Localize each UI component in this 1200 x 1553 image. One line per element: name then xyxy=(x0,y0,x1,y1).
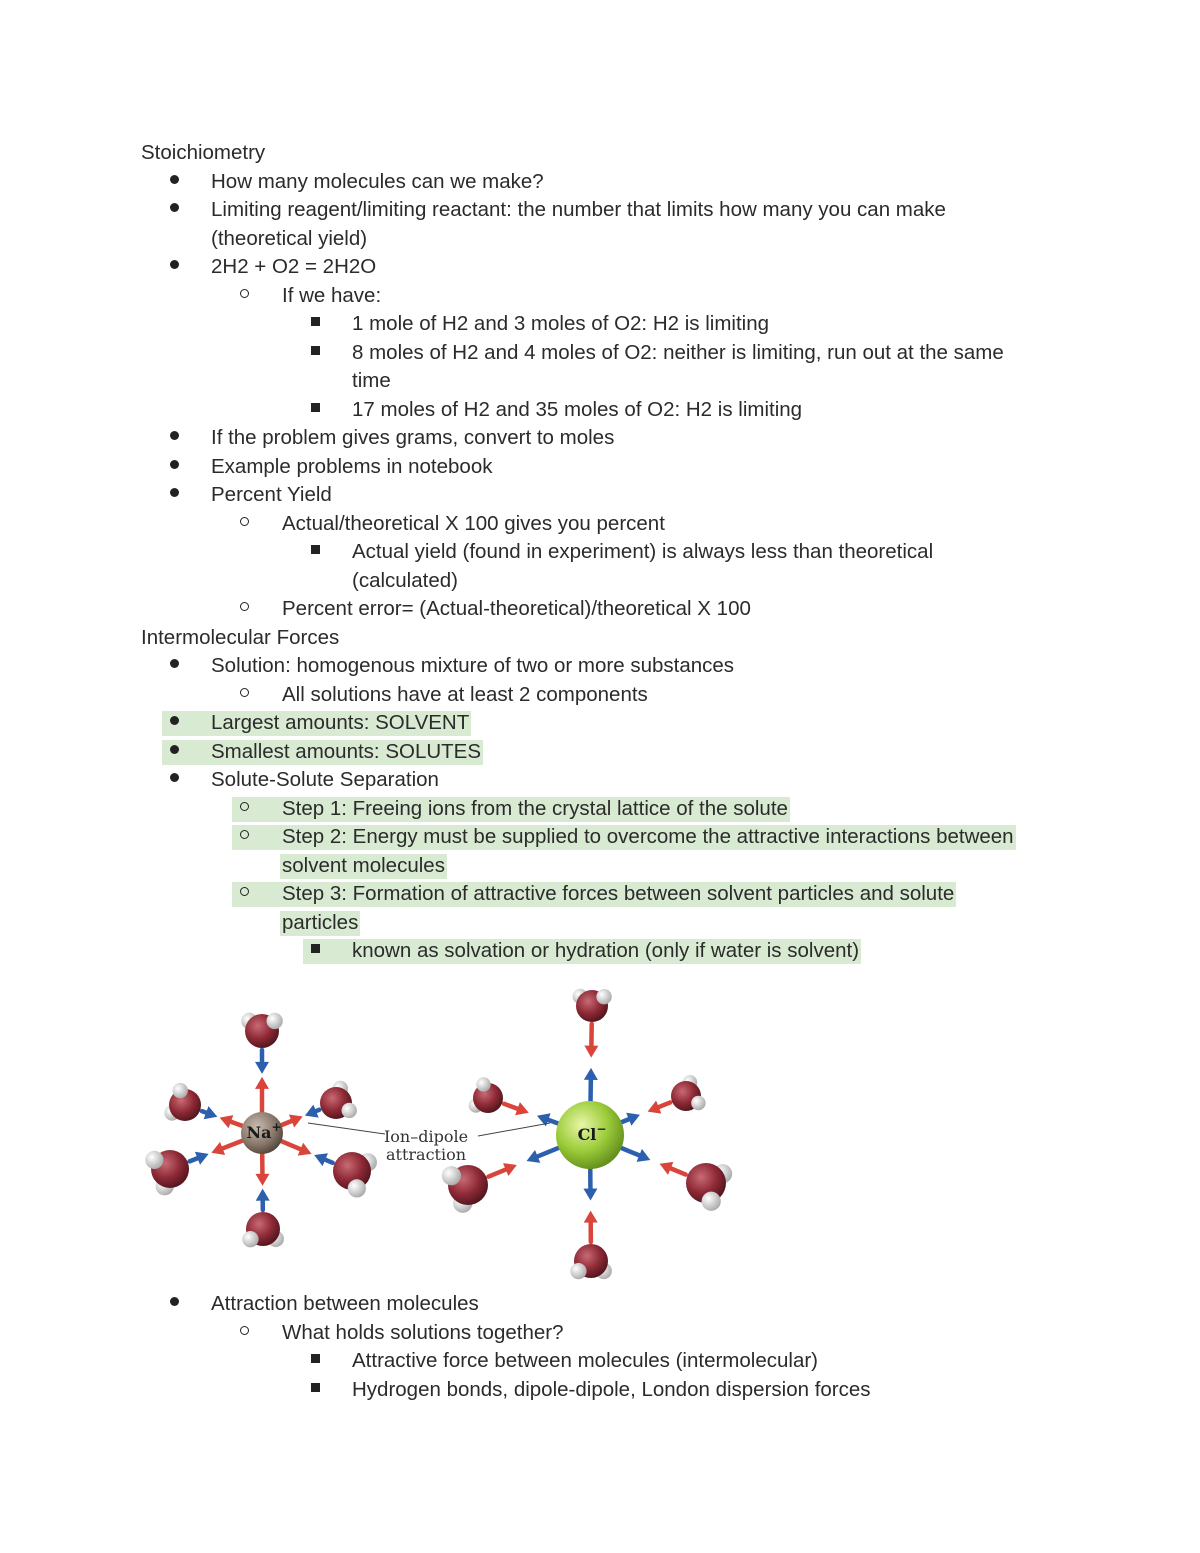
list-item-text: Solution: homogenous mixture of two or more substances xyxy=(211,654,735,677)
list-item-text: Step 3: Formation of attractive forces between solvent particles and solute xyxy=(282,882,955,905)
circle-bullet-icon xyxy=(234,1319,254,1347)
list-item-text: Percent Yield xyxy=(211,483,332,506)
hydrogen-atom xyxy=(596,989,611,1004)
list-item-text: 2H2 + O2 = 2H2O xyxy=(211,255,377,278)
sodium-label-symbol: Na xyxy=(246,1123,272,1142)
circle-bullet-icon xyxy=(234,823,254,851)
square-bullet-icon xyxy=(305,310,325,338)
disc-bullet-icon xyxy=(164,481,184,509)
section-heading: Stoichiometry xyxy=(141,141,266,164)
disc-bullet-icon xyxy=(164,766,184,794)
list-item-text: 17 moles of H2 and 35 moles of O2: H2 is limiting xyxy=(352,397,803,421)
list-item-text: Attractive force between molecules (intermolecular) xyxy=(352,1349,818,1372)
list-item-text: Actual/theoretical X 100 gives you percent xyxy=(282,511,665,535)
leader-line-left xyxy=(308,1123,385,1134)
blue-dipole-arrow xyxy=(325,1160,332,1163)
list-item-text: 8 moles of H2 and 4 moles of O2: neither is limiting, run out at the same xyxy=(352,340,1004,364)
hydrogen-atom xyxy=(266,1013,282,1029)
hydrogen-atom xyxy=(342,1103,357,1118)
list-item-text: If we have: xyxy=(282,283,382,307)
red-dipole-arrow-head xyxy=(584,1045,598,1057)
hydrogen-atom xyxy=(476,1077,490,1091)
red-dipole-arrow-head xyxy=(255,1077,269,1089)
hydrogen-atom xyxy=(173,1083,188,1098)
list-item-text: What holds solutions together? xyxy=(282,1320,564,1344)
blue-dipole-arrow-head xyxy=(583,1188,597,1200)
blue-dipole-arrow-head xyxy=(256,1189,270,1201)
list-item-text: Largest amounts: SOLVENT xyxy=(211,711,470,734)
red-dipole-arrow xyxy=(671,1168,686,1174)
disc-bullet-icon xyxy=(164,168,184,196)
circle-bullet-icon xyxy=(234,282,254,310)
blue-dipole-arrow xyxy=(190,1158,198,1161)
hydrogen-atom xyxy=(702,1192,721,1211)
chloride-label-symbol: Cl xyxy=(577,1125,597,1144)
disc-bullet-icon xyxy=(164,196,184,224)
list-item-text: Step 1: Freeing ions from the crystal lattice of the solute xyxy=(282,796,788,820)
disc-bullet-icon xyxy=(164,253,184,281)
disc-bullet-icon xyxy=(164,738,184,766)
square-bullet-icon xyxy=(305,937,325,965)
list-item-text: Actual yield (found in experiment) is always less than theoretical xyxy=(352,540,934,563)
square-bullet-icon xyxy=(305,538,325,566)
blue-dipole-arrow-head xyxy=(584,1068,598,1080)
square-bullet-icon xyxy=(305,396,325,424)
square-bullet-icon xyxy=(305,339,325,367)
list-item-text: Step 2: Energy must be supplied to overcome the attractive interactions between xyxy=(282,825,1014,848)
list-item-text: Example problems in notebook xyxy=(211,454,493,478)
sodium-label-charge: + xyxy=(271,1120,282,1134)
list-item-text: (theoretical yield) xyxy=(211,226,368,250)
list-item-text: Solute-Solute Separation xyxy=(211,768,439,791)
caption-line-2: attraction xyxy=(385,1145,467,1164)
hydrogen-atom xyxy=(442,1166,461,1185)
blue-dipole-arrow xyxy=(316,1110,319,1111)
disc-bullet-icon xyxy=(164,453,184,481)
list-item-text: particles xyxy=(282,910,359,934)
list-item-text: time xyxy=(352,369,391,392)
hydrogen-atom xyxy=(348,1179,366,1197)
circle-bullet-icon xyxy=(234,795,254,823)
list-item-text: Hydrogen bonds, dipole-dipole, London dispersion forces xyxy=(352,1377,871,1401)
list-item-text: Limiting reagent/limiting reactant: the number that limits how many you can make xyxy=(211,198,946,221)
red-dipole-arrow xyxy=(488,1170,505,1177)
caption-line-1: Ion–dipole xyxy=(383,1127,469,1146)
hydrogen-atom xyxy=(242,1231,258,1247)
list-item-text: known as solvation or hydration (only if water is solvent) xyxy=(352,939,860,962)
square-bullet-icon xyxy=(305,1347,325,1375)
list-item-text: How many molecules can we make? xyxy=(211,169,544,193)
circle-bullet-icon xyxy=(234,595,254,623)
circle-bullet-icon xyxy=(234,880,254,908)
disc-bullet-icon xyxy=(164,424,184,452)
red-dipole-arrow-head xyxy=(584,1211,598,1223)
hydrogen-atom xyxy=(145,1151,163,1169)
circle-bullet-icon xyxy=(234,681,254,709)
section-heading: Intermolecular Forces xyxy=(141,625,340,649)
list-item-text: All solutions have at least 2 components xyxy=(282,682,648,706)
ion-dipole-diagram xyxy=(140,978,740,1283)
circle-bullet-icon xyxy=(234,510,254,538)
square-bullet-icon xyxy=(305,1376,325,1404)
ion-dipole-figure xyxy=(140,978,740,1283)
leader-line-right xyxy=(478,1123,550,1136)
list-item-text: solvent molecules xyxy=(282,853,445,877)
blue-dipole-arrow xyxy=(202,1111,206,1113)
list-item-text: Percent error= (Actual-theoretical)/theoretical X 100 xyxy=(282,597,751,620)
list-item-text: If the problem gives grams, convert to moles xyxy=(211,426,615,449)
list-item-text: (calculated) xyxy=(352,568,458,592)
red-dipole-arrow xyxy=(504,1104,518,1109)
list-item-text: 1 mole of H2 and 3 moles of O2: H2 is limiting xyxy=(352,312,770,335)
red-dipole-arrow xyxy=(659,1102,671,1107)
list-item-text: Smallest amounts: SOLUTES xyxy=(211,739,482,763)
hydrogen-atom xyxy=(570,1263,586,1279)
disc-bullet-icon xyxy=(164,709,184,737)
blue-dipole-arrow-head xyxy=(255,1062,269,1074)
list-item-text: Attraction between molecules xyxy=(211,1292,479,1315)
hydrogen-atom xyxy=(691,1096,705,1110)
chloride-label-charge: − xyxy=(596,1122,607,1136)
disc-bullet-icon xyxy=(164,1290,184,1318)
disc-bullet-icon xyxy=(164,652,184,680)
red-dipole-arrow-head xyxy=(255,1174,269,1186)
